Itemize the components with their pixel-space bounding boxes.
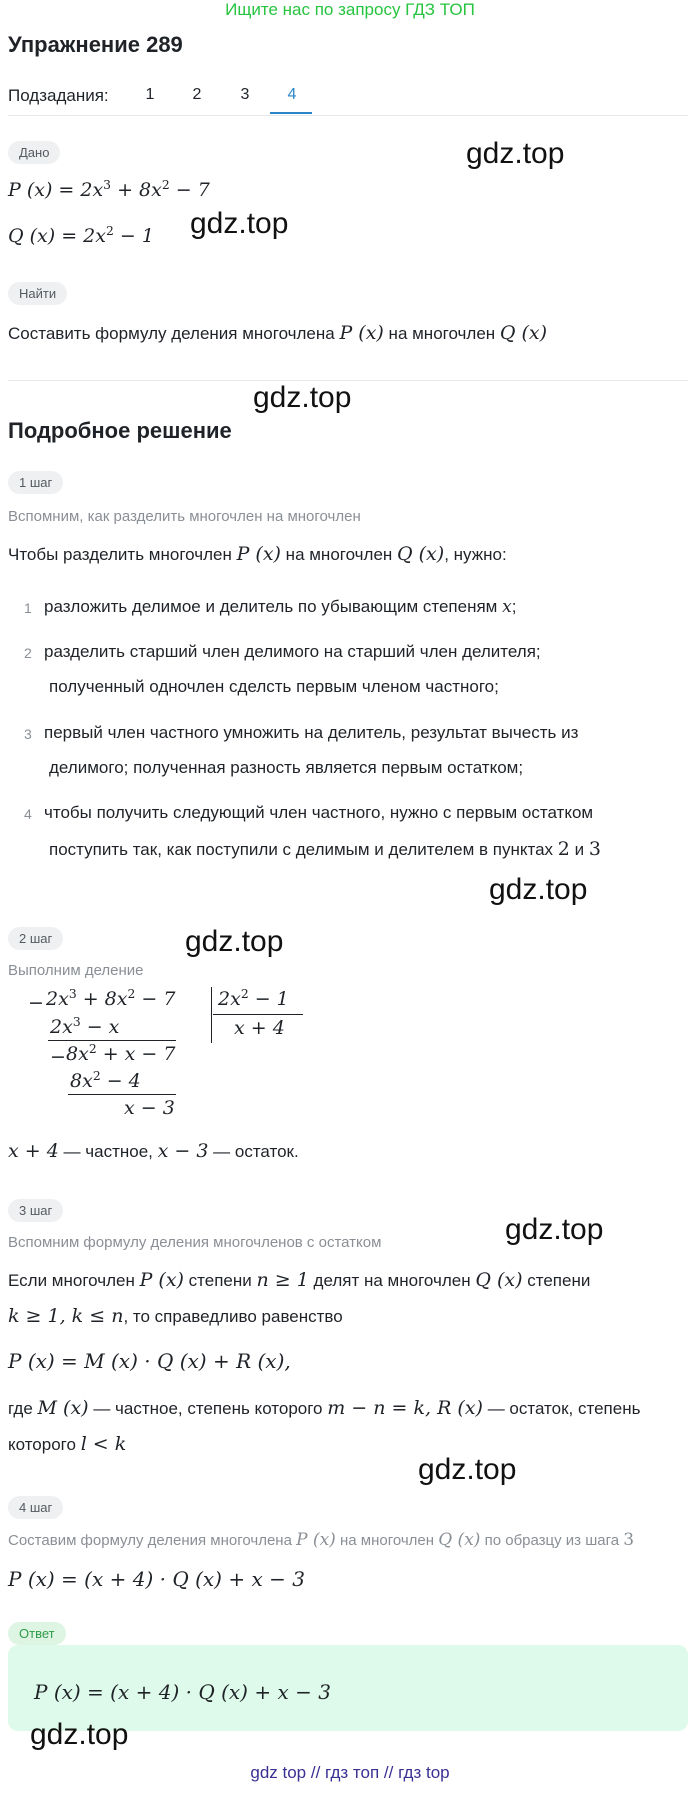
answer-chip: Ответ bbox=[8, 1622, 66, 1645]
tab-1[interactable]: 1 bbox=[145, 86, 155, 103]
step1-item-2-line2: полученный одночлен сделсть первым членом частного; bbox=[49, 677, 499, 696]
footer-link-gdz-top-mixed[interactable]: гдз top bbox=[398, 1763, 450, 1782]
step3-hint: Вспомним формулу деления многочленов с остатком bbox=[8, 1234, 382, 1251]
solution-title: Подробное решение bbox=[8, 418, 232, 443]
footer-link-gdz-top[interactable]: gdz top bbox=[250, 1763, 307, 1782]
division-dividend: $2x^3 + 8x^2 - 7$ bbox=[46, 987, 176, 1010]
watermark-2: gdz.top bbox=[190, 207, 289, 240]
step1-item-4-number: 4 bbox=[24, 806, 32, 822]
step1-item-1-number: 1 bbox=[24, 600, 32, 616]
division-quotient: x + 4 bbox=[234, 1017, 285, 1039]
division-divisor: $2x^2 - 1$ bbox=[218, 987, 289, 1010]
step2-chip: 2 шаг bbox=[8, 927, 63, 950]
step4-hint: Составим формулу деления многочлена P (x) на многочлен Q (x) по образцу из шага 3 bbox=[8, 1530, 635, 1550]
given-P-formula: P $(x) = 2x^3 + 8x^2 - 7$ bbox=[8, 178, 210, 201]
step3-line-3: где M (x) — частное, степень которого m − n = k, R (x) — остаток, степень bbox=[8, 1397, 641, 1419]
step4-formula: P (x) = (x + 4) · Q (x) + x − 3 bbox=[8, 1567, 305, 1591]
division-bracket-horizontal bbox=[213, 1014, 303, 1015]
division-subtrahend-2: $8x^2 - 4$ bbox=[70, 1069, 141, 1092]
step1-chip: 1 шаг bbox=[8, 471, 63, 494]
step1-item-1-text: разложить делимое и делитель по убывающим степеням x; bbox=[44, 597, 517, 617]
division-subtrahend-1: $2x^3 - x$ bbox=[50, 1015, 120, 1038]
step3-line-4: которого l < k bbox=[8, 1433, 127, 1455]
tabs-divider bbox=[8, 115, 688, 116]
active-tab-indicator bbox=[270, 112, 312, 114]
division-rule-2 bbox=[68, 1094, 176, 1095]
tab-2[interactable]: 2 bbox=[192, 86, 202, 103]
given-Q-formula: Q $(x) = 2x^2 - 1$ bbox=[8, 224, 154, 247]
step1-item-4-line2: поступить так, как поступили с делимым и делителем в пунктах 2 и 3 bbox=[49, 838, 601, 860]
step2-result: x + 4 — частное, x − 3 — остаток. bbox=[8, 1140, 299, 1162]
division-remainder-1: $8x^2 + x - 7$ bbox=[66, 1042, 176, 1065]
step3-line-1: Если многочлен P (x) степени n ≥ 1 делят на многочлен Q (x) степени bbox=[8, 1269, 591, 1291]
footer-separator: // bbox=[379, 1763, 399, 1782]
watermark-4: gdz.top bbox=[489, 873, 588, 906]
footer-link-gdz-top-ru[interactable]: гдз топ bbox=[325, 1763, 380, 1782]
footer-separator: // bbox=[306, 1763, 326, 1782]
step1-item-2-line1: разделить старший член делимого на старший член делителя; bbox=[44, 642, 541, 661]
subtasks-label: Подзадания: bbox=[8, 86, 109, 105]
given-chip: Дано bbox=[8, 141, 60, 164]
division-remainder-final: x − 3 bbox=[124, 1097, 175, 1119]
search-banner[interactable]: Ищите нас по запросу ГДЗ ТОП bbox=[225, 0, 475, 19]
division-minus-2: − bbox=[50, 1046, 66, 1068]
division-minus-1: − bbox=[28, 992, 44, 1014]
step4-chip: 4 шаг bbox=[8, 1496, 63, 1519]
division-rule-1 bbox=[48, 1040, 176, 1041]
division-bracket-vertical bbox=[211, 987, 212, 1043]
step1-hint: Вспомним, как разделить многочлен на многочлен bbox=[8, 508, 361, 525]
step2-hint: Выполним деление bbox=[8, 962, 144, 979]
watermark-8: gdz.top bbox=[30, 1718, 129, 1751]
watermark-3: gdz.top bbox=[253, 381, 352, 414]
find-chip: Найти bbox=[8, 282, 67, 305]
step1-item-2-number: 2 bbox=[24, 645, 32, 661]
answer-formula: P (x) = (x + 4) · Q (x) + x − 3 bbox=[34, 1680, 331, 1704]
watermark-7: gdz.top bbox=[418, 1453, 517, 1486]
tab-3[interactable]: 3 bbox=[240, 86, 250, 103]
step1-intro: Чтобы разделить многочлен P (x) на многочлен Q (x), нужно: bbox=[8, 543, 507, 565]
step3-line-2: k ≥ 1, k ≤ n, то справедливо равенство bbox=[8, 1305, 343, 1327]
find-text: Составить формулу деления многочлена P (x) на многочлен Q (x) bbox=[8, 322, 548, 344]
footer-links bbox=[0, 1763, 700, 1783]
page-title: Упражнение 289 bbox=[8, 32, 183, 57]
tab-4[interactable]: 4 bbox=[287, 86, 297, 103]
step3-formula: P (x) = M (x) · Q (x) + R (x), bbox=[8, 1349, 291, 1373]
step1-item-3-line2: делимого; полученная разность является первым остатком; bbox=[49, 758, 524, 777]
step1-item-4-line1: чтобы получить следующий член частного, нужно с первым остатком bbox=[44, 803, 594, 822]
watermark-6: gdz.top bbox=[505, 1213, 604, 1246]
watermark-1: gdz.top bbox=[466, 137, 565, 170]
watermark-5: gdz.top bbox=[185, 925, 284, 958]
step3-chip: 3 шаг bbox=[8, 1199, 63, 1222]
step1-item-3-line1: первый член частного умножить на делитель, результат вычесть из bbox=[44, 723, 579, 742]
step1-item-3-number: 3 bbox=[24, 726, 32, 742]
